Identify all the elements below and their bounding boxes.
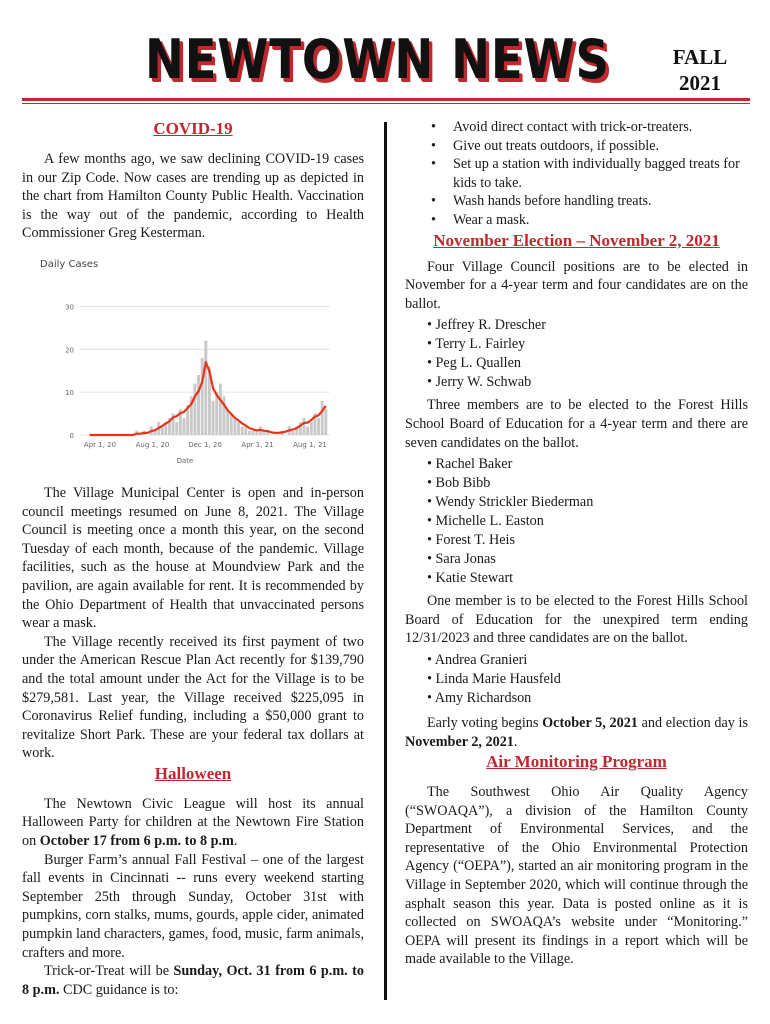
issue-year: 2021 <box>679 71 721 95</box>
bar <box>292 431 295 435</box>
council-intro: Four Village Council positions are to be elected in November for a 4-year term and four candidates are on the ballot. <box>405 258 748 312</box>
left-column <box>22 118 364 999</box>
covid-paragraph-2: The Village Municipal Center is open and in-person council meetings resumed on June 8, 2021. The Village Council is meeting once a month this year, on the second Tuesday of each month, because of the pandemic. Village facilities, such as the house at Moundview Park and the pavilion, are again available for rent. It is recommended by the Ohio Department of Health that unvaccinated persons wear a mask. <box>22 484 364 632</box>
list-item-text: Wear a mask. <box>453 211 530 228</box>
issue-date <box>655 44 745 96</box>
y-tick-label: 30 <box>65 303 74 312</box>
trick-or-treat-text: Trick-or-Treat will be <box>44 963 174 980</box>
list-item: • Bob Bibb <box>427 475 491 492</box>
list-item: • Jeffrey R. Drescher <box>427 317 546 334</box>
bullet-dot-icon: • <box>431 193 436 210</box>
list-item <box>431 118 748 137</box>
candidate-name: Terry L. Fairley <box>435 336 526 353</box>
list-item: • Andrea Granieri <box>427 651 528 668</box>
list-item-text: Give out treats outdoors, if possible. <box>453 137 660 154</box>
bullet-dot-icon: • <box>431 156 436 173</box>
bullet-dot-icon: • <box>431 211 436 228</box>
election-day-text: and election day is <box>637 714 748 731</box>
y-tick-label: 0 <box>69 431 74 440</box>
list-item-text: Set up a station with individually bagged treats for kids to take. <box>453 156 740 191</box>
bullet-dot-icon: • <box>431 137 436 154</box>
council-candidates-list <box>427 316 748 392</box>
bar <box>303 418 306 435</box>
list-item <box>431 211 748 230</box>
bar <box>201 358 204 435</box>
bar <box>233 418 236 435</box>
candidate-name: Amy Richardson <box>434 689 532 706</box>
candidate-name: Michelle L. Easton <box>435 513 544 530</box>
issue-season: FALL <box>672 45 728 69</box>
bar <box>306 426 309 435</box>
x-axis-label: Date <box>176 456 194 465</box>
halloween-party-text: The Newtown Civic League will host its annual Halloween Party for children at the Newtown Fire Station on <box>22 795 364 850</box>
list-item: • Amy Richardson <box>427 689 532 706</box>
bar <box>219 384 222 435</box>
covid-paragraph-3: The Village recently received its first payment of two under the American Rescue Plan Act recently for $139,790 and the total amount under the Act for the Village is to be $279,581. Last year, the Village received $225,095 in Coronavirus Relief funding, including a $50,000 grant to revitalize Short Park. These are your federal tax dollars at work. <box>22 633 364 762</box>
list-item <box>431 155 748 192</box>
y-tick-label: 10 <box>65 389 74 398</box>
cdc-guidance-list <box>431 118 748 230</box>
cdc-guidance-lead: CDC guidance is to: <box>59 981 179 998</box>
bar <box>244 426 247 435</box>
candidate-name: Peg L. Quallen <box>435 355 522 372</box>
candidate-name: Sara Jonas <box>435 551 496 568</box>
bar <box>321 401 324 435</box>
x-tick-label: Aug 1, 21 <box>293 440 327 449</box>
halloween-paragraph-2: Burger Farm’s annual Fall Festival – one of the largest fall events in Cincinnati -- runs every weekend starting September 25th through Sunday, October 31st with pumpkins, corn stalks, mums, gourds, apple cider, animated pumpkin land characters, games, food, music, farm animals, crafters and more. <box>22 851 364 961</box>
candidate-name: Wendy Strickler Biederman <box>435 494 594 511</box>
y-tick-label: 20 <box>65 346 74 355</box>
election-day-date: November 2, 2021 <box>405 733 514 750</box>
early-voting-text: Early voting begins <box>427 714 543 731</box>
list-item-text: Avoid direct contact with trick-or-treaters. <box>453 119 693 135</box>
x-tick-label: Apr 1, 20 <box>83 440 117 449</box>
list-item: • Linda Marie Hausfeld <box>427 670 561 687</box>
election-day-end: . <box>513 733 518 750</box>
list-item: • Katie Stewart <box>427 570 514 587</box>
unexpired-term-candidates-list <box>427 651 748 708</box>
covid-heading: COVID-19 <box>153 119 233 138</box>
list-item: • Sara Jonas <box>427 551 496 568</box>
trick-or-treat-date: Sunday, Oct. 31 from 6 p.m. to 8 p.m. <box>22 963 364 998</box>
election-heading: November Election – November 2, 2021 <box>433 230 720 250</box>
bar <box>215 392 218 435</box>
air-monitoring-heading: Air Monitoring Program <box>486 752 667 772</box>
bar <box>248 431 251 435</box>
bar <box>175 422 178 435</box>
bar <box>237 422 240 435</box>
daily-cases-chart-svg <box>38 255 338 470</box>
list-item: • Rachel Baker <box>427 456 513 473</box>
candidate-name: Bob Bibb <box>435 475 491 492</box>
covid-paragraph-1: A few months ago, we saw declining COVID-19 cases in our Zip Code. Now cases are trending up as depicted in the chart from Hamilton County Public Health. Vaccination is the way out of the pandemic, according to Health Commissioner Greg Kesterman. <box>22 151 364 242</box>
early-voting-paragraph <box>405 714 748 751</box>
bar <box>204 341 207 435</box>
masthead-rule-thin <box>22 103 750 104</box>
bullet-dot-icon: • <box>431 119 436 135</box>
list-item: • Wendy Strickler Biederman <box>427 494 594 511</box>
list-item <box>431 137 748 156</box>
bar <box>317 418 320 435</box>
masthead <box>0 0 770 110</box>
masthead-rule <box>22 98 750 101</box>
early-voting-date: October 5, 2021 <box>542 714 638 731</box>
daily-cases-chart <box>38 255 338 470</box>
candidate-name: Andrea Granieri <box>434 651 528 668</box>
halloween-paragraph-1 <box>22 795 364 851</box>
newsletter-title: NEWTOWN NEWS <box>145 28 610 91</box>
bar <box>252 431 255 435</box>
bar <box>324 409 327 435</box>
halloween-heading: Halloween <box>154 763 232 783</box>
list-item: • Jerry W. Schwab <box>427 374 532 391</box>
x-tick-label: Aug 1, 20 <box>135 440 170 449</box>
list-item-text: Wash hands before handling treats. <box>453 193 652 210</box>
chart-title: Daily Cases <box>40 258 99 270</box>
x-tick-label: Apr 1, 21 <box>241 440 274 449</box>
air-monitoring-paragraph: The Southwest Ohio Air Quality Agency (“SWOAQA”), a division of the Hamilton County Department of Environmental Services, and the representative of the Ohio Environmental Protection Agency (“OEPA”), started an air monitoring program in the Village in September 2020, which will continue through the asphalt season this year. Data is posted online as it is collected on SWOAQA’s website under “Monitoring.” OEPA will present its findings in a report which will be made available to the Village. <box>405 784 748 968</box>
list-item: • Peg L. Quallen <box>427 355 522 372</box>
bar <box>226 409 229 435</box>
candidate-name: Linda Marie Hausfeld <box>435 670 561 687</box>
halloween-party-end: . <box>233 833 238 850</box>
bar <box>183 418 186 435</box>
series-line-7-day-average <box>90 362 326 435</box>
unexpired-term-intro: One member is to be elected to the Forest Hills School Board of Education for the unexpired term ending 12/31/2023 and three candidates are on the ballot. <box>405 593 748 647</box>
bar <box>230 414 233 435</box>
candidate-name: Jerry W. Schwab <box>435 374 532 391</box>
halloween-party-date: October 17 from 6 p.m. to 8 p.m <box>39 833 234 850</box>
bar <box>197 375 200 435</box>
list-item: • Michelle L. Easton <box>427 513 544 530</box>
list-item <box>431 192 748 211</box>
column-divider <box>384 122 387 1000</box>
x-tick-label: Dec 1, 20 <box>188 440 222 449</box>
school-board-intro: Three members are to be elected to the Forest Hills School Board of Education for a 4-year term and there are seven candidates on the ballot. <box>405 397 748 451</box>
halloween-paragraph-3 <box>22 962 364 999</box>
school-board-candidates-list <box>427 455 748 588</box>
candidate-name: Katie Stewart <box>435 570 514 587</box>
bar <box>310 422 313 435</box>
right-column <box>405 118 748 969</box>
candidate-name: Rachel Baker <box>435 456 513 473</box>
list-item: • Forest T. Heis <box>427 532 515 549</box>
bar <box>212 401 215 435</box>
candidate-name: Forest T. Heis <box>435 532 515 549</box>
bar <box>241 426 244 435</box>
candidate-name: Jeffrey R. Drescher <box>435 317 546 334</box>
list-item: • Terry L. Fairley <box>427 336 526 353</box>
bar <box>193 384 196 435</box>
